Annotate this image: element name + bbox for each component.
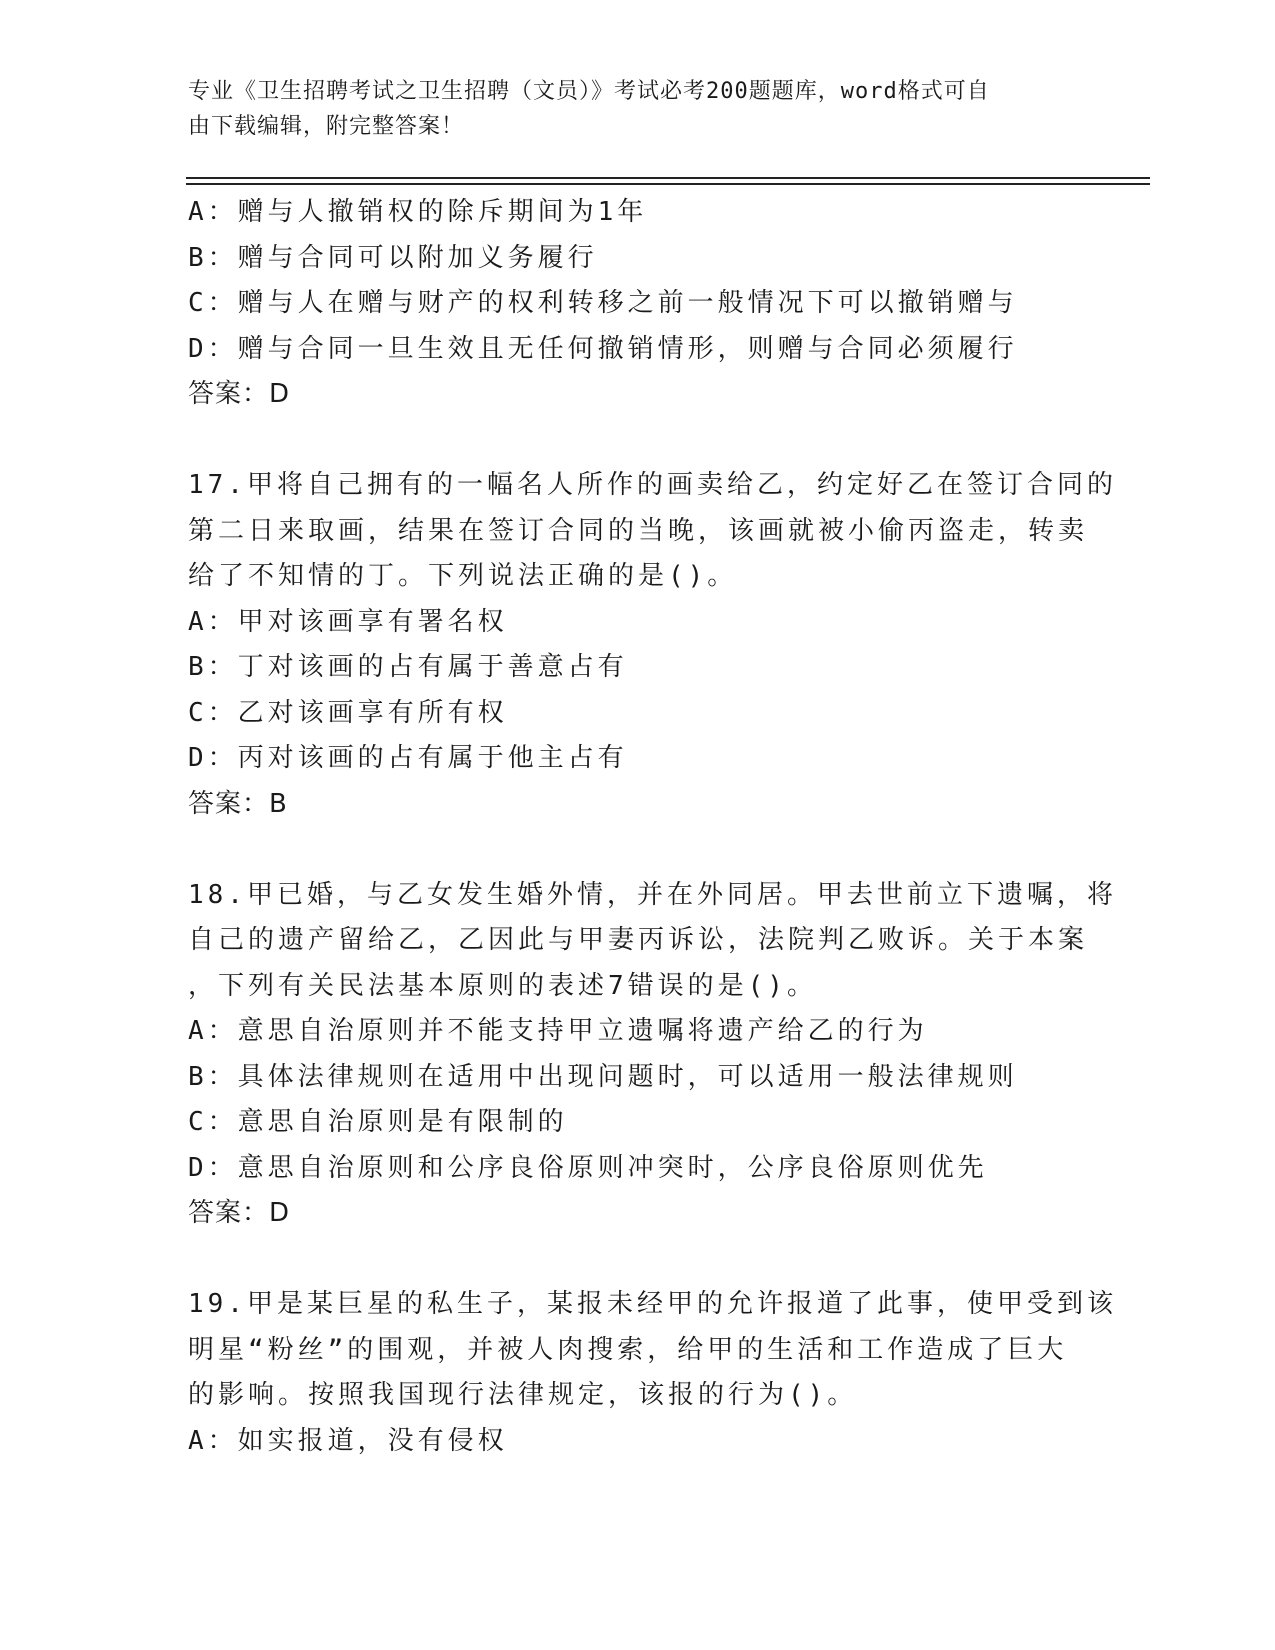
question-stem-line: 19.甲是某巨星的私生子，某报未经甲的允许报道了此事，使甲受到该: [188, 1289, 1117, 1319]
header-line-2: 由下载编辑，附完整答案！: [188, 114, 465, 139]
answer: 答案：D: [188, 379, 291, 409]
question-16: [188, 190, 1088, 418]
question-17: [188, 463, 1117, 827]
option-d: D：丙对该画的占有属于他主占有: [188, 743, 628, 773]
option-c: C：乙对该画享有所有权: [188, 697, 508, 728]
option-d: D：意思自治原则和公序良俗原则冲突时，公序良俗原则优先: [188, 1152, 988, 1183]
header-rule-top: [186, 177, 1150, 179]
answer: 答案：B: [188, 788, 288, 819]
header-line-1: 专业《卫生招聘考试之卫生招聘（文员）》考试必考200题题库，word格式可自: [188, 79, 990, 104]
question-stem-line: 给了不知情的丁。下列说法正确的是()。: [188, 561, 738, 591]
question-stem-line: 第二日来取画，结果在签订合同的当晚，该画就被小偷丙盗走，转卖: [188, 515, 1089, 546]
question-19: [188, 1282, 1117, 1464]
option-a: A：如实报道，没有侵权: [188, 1425, 508, 1456]
spacer: [188, 1237, 1088, 1283]
answer: 答案：D: [188, 1198, 291, 1228]
option-b: B：丁对该画的占有属于善意占有: [188, 652, 628, 682]
spacer: [188, 827, 1088, 873]
option-a: A：意思自治原则并不能支持甲立遗嘱将遗产给乙的行为: [188, 1016, 928, 1046]
question-stem-line: 自己的遗产留给乙，乙因此与甲妻丙诉讼，法院判乙败诉。关于本案: [188, 925, 1089, 955]
document-header: [188, 74, 1068, 144]
header-rule-bottom: [186, 183, 1150, 185]
option-a: A：赠与人撤销权的除斥期间为1年: [188, 197, 648, 227]
spacer: [188, 418, 1088, 464]
question-stem-line: 17.甲将自己拥有的一幅名人所作的画卖给乙，约定好乙在签订合同的: [188, 470, 1117, 500]
option-b: B：赠与合同可以附加义务履行: [188, 242, 598, 273]
question-stem-line: 明星“粉丝”的围观，并被人肉搜索，给甲的生活和工作造成了巨大: [188, 1334, 1068, 1365]
option-a: A：甲对该画享有署名权: [188, 606, 508, 637]
option-c: C：赠与人在赠与财产的权利转移之前一般情况下可以撤销赠与: [188, 288, 1018, 318]
question-18: [188, 873, 1117, 1237]
option-c: C：意思自治原则是有限制的: [188, 1107, 568, 1137]
question-stem-line: 的影响。按照我国现行法律规定，该报的行为()。: [188, 1380, 858, 1410]
question-stem-line: ，下列有关民法基本原则的表述7错误的是()。: [188, 970, 817, 1001]
question-list: [188, 190, 1117, 1464]
option-d: D：赠与合同一旦生效且无任何撤销情形，则赠与合同必须履行: [188, 333, 1018, 364]
question-stem-line: 18.甲已婚，与乙女发生婚外情，并在外同居。甲去世前立下遗嘱，将: [188, 879, 1117, 910]
option-b: B：具体法律规则在适用中出现问题时，可以适用一般法律规则: [188, 1061, 1018, 1092]
